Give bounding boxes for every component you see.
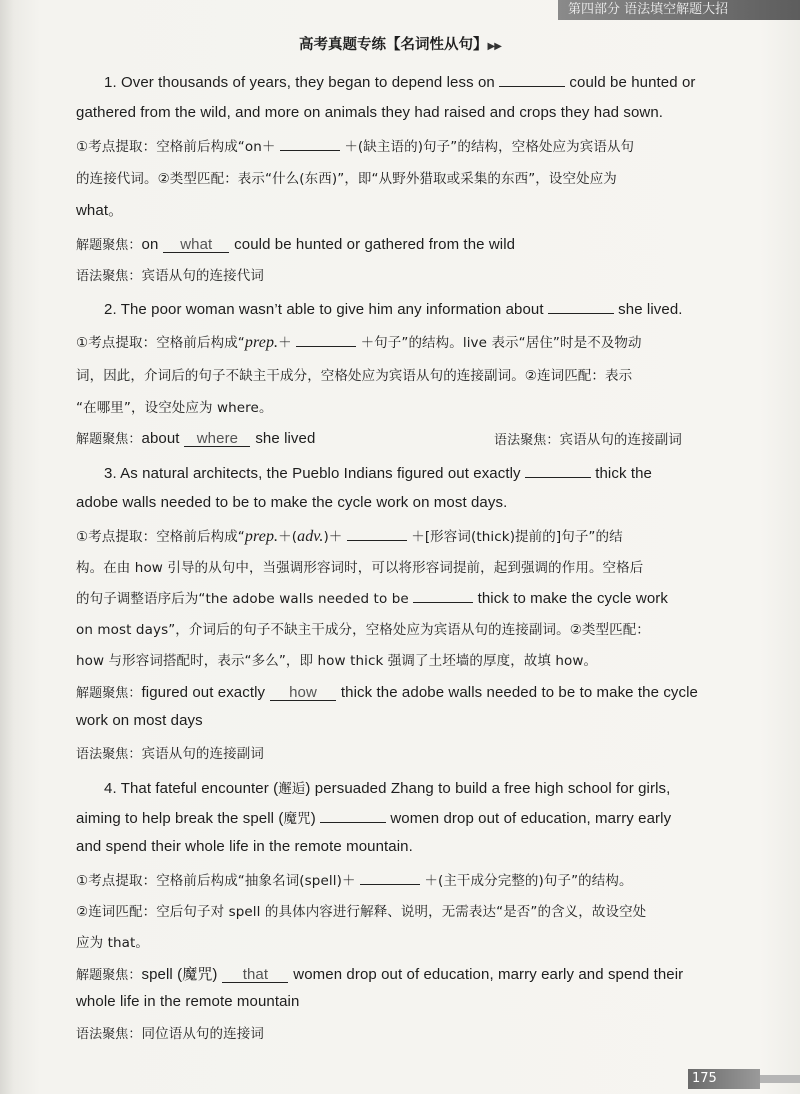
q1-grammar — [76, 264, 264, 284]
q3-explain-text-a: ①考点提取：空格前后构成“ — [76, 529, 245, 545]
q1-explain-blank — [280, 137, 340, 151]
q2-explain-prep: prep. — [244, 334, 279, 351]
q3-line2: adobe walls needed to be to make the cycle work on most days. — [76, 494, 508, 511]
q1-line1 — [104, 73, 696, 91]
q1-grammar-text: 宾语从句的连接代词 — [141, 268, 264, 284]
q4-text-paren: ) — [310, 810, 316, 827]
q1-answer: what — [163, 238, 229, 253]
q2-explain-line3: “在哪里”，设空处应为 where。 — [76, 400, 273, 416]
q1-line2: gathered from the wild, and more on animals they had raised and crops they had sown. — [76, 104, 664, 121]
q3-focus-post: thick the adobe walls needed to be to make the cycle — [340, 684, 698, 701]
q4-line1 — [104, 777, 670, 797]
q4-line3: and spend their whole life in the remote mountain. — [76, 838, 413, 855]
q1-focus-pre: on — [141, 236, 159, 253]
q1-grammar-label: 语法聚焦： — [76, 269, 142, 284]
q3-text-a: 3. As natural architects, the Pueblo Indians figured out exactly — [104, 465, 521, 482]
q3-explain-line1 — [76, 525, 623, 546]
q4-grammar-label: 语法聚焦： — [76, 1027, 142, 1042]
q3-explain-text-c: 的句子调整语序后为“the adobe walls needed to be — [76, 591, 409, 607]
q1-focus — [76, 234, 515, 253]
q4-focus-post: women drop out of education, marry early and spend their — [293, 966, 684, 983]
q2-line1 — [104, 300, 683, 318]
section-title-text: 高考真题专练【名词性从句】 — [299, 37, 488, 53]
q2-explain-blank — [296, 333, 356, 347]
q4-blank[interactable] — [320, 809, 386, 823]
q4-line2 — [76, 807, 671, 827]
q3-explain-line3 — [76, 587, 668, 607]
q2-blank[interactable] — [548, 300, 614, 314]
q1-focus-post: could be hunted or gathered from the wild — [234, 236, 516, 253]
q3-text-b: thick the — [595, 465, 652, 482]
q1-explain-line2: 的连接代词。②类型匹配：表示“什么(东西)”，即“从野外猎取或采集的东西”，设空处应为 — [76, 171, 617, 187]
q2-explain-plus: ＋ — [278, 335, 292, 351]
q4-explain-text-a: ①考点提取：空格前后构成“抽象名词(spell)＋ — [76, 873, 356, 889]
q3-grammar — [76, 742, 264, 762]
q4-text-b: ) persuaded Zhang to build a free high school for girls, — [305, 780, 671, 797]
q3-focus-label: 解题聚焦： — [76, 686, 142, 701]
q3-explain-line4: on most days”，介词后的句子不缺主干成分，空格处应为宾语从句的连接副词。②类型匹配： — [76, 622, 650, 638]
q3-grammar-label: 语法聚焦： — [76, 747, 142, 762]
q3-focus — [76, 682, 698, 701]
q3-explain-paren: ＋( — [278, 529, 298, 545]
q4-explain-line2: ②连词匹配：空后句子对 spell 的具体内容进行解释、说明，无需表达“是否”的含义，故设空处 — [76, 904, 647, 920]
q3-line1 — [104, 464, 652, 482]
q3-grammar-text: 宾语从句的连接副词 — [141, 746, 264, 762]
q2-explain-text-b: ＋句子”的结构。live 表示“居住”时是不及物动 — [360, 335, 642, 351]
q4-text-d: women drop out of education, marry early — [390, 810, 672, 827]
q4-explain-line3: 应为 that。 — [76, 935, 150, 951]
q2-text-a: 2. The poor woman wasn’t able to give him any information about — [104, 301, 544, 318]
q3-explain-blank-2 — [413, 589, 473, 603]
q3-explain-line2: 构。在由 how 引导的从句中，当强调形容词时，可以将形容词提前，起到强调的作用。空格后 — [76, 560, 644, 576]
q3-explain-text-b: ＋[形容词(thick)提前的]句子”的结 — [411, 529, 623, 545]
q2-focus-label: 解题聚焦： — [76, 432, 142, 447]
q2-grammar-label: 语法聚焦： — [494, 433, 560, 448]
q2-grammar-text: 宾语从句的连接副词 — [559, 432, 682, 448]
q2-explain-line1 — [76, 331, 642, 352]
q2-focus-post: she lived — [255, 430, 316, 447]
q2-grammar — [494, 428, 682, 448]
q4-text-c: aiming to help break the spell ( — [76, 810, 284, 827]
page-number: 175 — [688, 1069, 760, 1089]
q1-text-b: could be hunted or — [569, 74, 696, 91]
q3-answer: how — [270, 686, 336, 701]
q2-focus — [76, 428, 315, 447]
q4-focus-pre: spell (魔咒) — [141, 966, 218, 983]
q4-grammar — [76, 1022, 264, 1042]
q2-focus-pre: about — [141, 430, 180, 447]
q3-blank[interactable] — [525, 464, 591, 478]
q2-text-b: she lived. — [618, 301, 683, 318]
q4-answer: that — [222, 968, 288, 983]
page-number-bar — [760, 1075, 800, 1083]
q4-explain-blank — [360, 871, 420, 885]
q3-explain-adv: adv. — [297, 528, 324, 545]
q1-explain-line1 — [76, 135, 634, 155]
part-header-tab: 第四部分 语法填空解题大招 — [558, 0, 800, 20]
q4-text-a: 4. That fateful encounter ( — [104, 780, 279, 797]
q3-explain-plus: )＋ — [323, 529, 343, 545]
q1-blank[interactable] — [499, 73, 565, 87]
q1-focus-label: 解题聚焦： — [76, 238, 142, 253]
section-title — [0, 33, 800, 54]
double-arrow-icon: ▶▶ — [487, 41, 501, 52]
q4-text-cn: 邂逅 — [278, 781, 306, 797]
q3-explain-prep: prep. — [244, 528, 279, 545]
q4-explain-text-b: ＋(主干成分完整的)句子”的结构。 — [424, 873, 633, 889]
q4-focus — [76, 963, 683, 984]
q1-explain-text-a: ①考点提取：空格前后构成“on＋ — [76, 139, 276, 155]
q1-explain-line3: what。 — [76, 202, 124, 219]
q3-explain-line5: how 与形容词搭配时，表示“多么”，即 how thick 强调了土坯墙的厚度，故填 how。 — [76, 653, 598, 669]
q3-focus-line2: work on most days — [76, 712, 203, 729]
q3-explain-blank — [347, 527, 407, 541]
q3-focus-pre: figured out exactly — [141, 684, 266, 701]
q1-explain-text-b: ＋(缺主语的)句子”的结构，空格处应为宾语从句 — [344, 139, 635, 155]
q3-explain-text-d: thick to make the cycle work — [477, 590, 668, 607]
q4-focus-label: 解题聚焦： — [76, 968, 142, 983]
q4-grammar-text: 同位语从句的连接词 — [141, 1026, 264, 1042]
q2-answer: where — [184, 432, 250, 447]
q1-text-a: 1. Over thousands of years, they began to depend less on — [104, 74, 495, 91]
q4-text-cn-2: 魔咒 — [283, 811, 311, 827]
q2-explain-text-a: ①考点提取：空格前后构成“ — [76, 335, 245, 351]
q2-explain-line2: 词，因此，介词后的句子不缺主干成分，空格处应为宾语从句的连接副词。②连词匹配：表示 — [76, 368, 633, 384]
q4-focus-line2: whole life in the remote mountain — [76, 993, 300, 1010]
q4-explain-line1 — [76, 869, 633, 889]
